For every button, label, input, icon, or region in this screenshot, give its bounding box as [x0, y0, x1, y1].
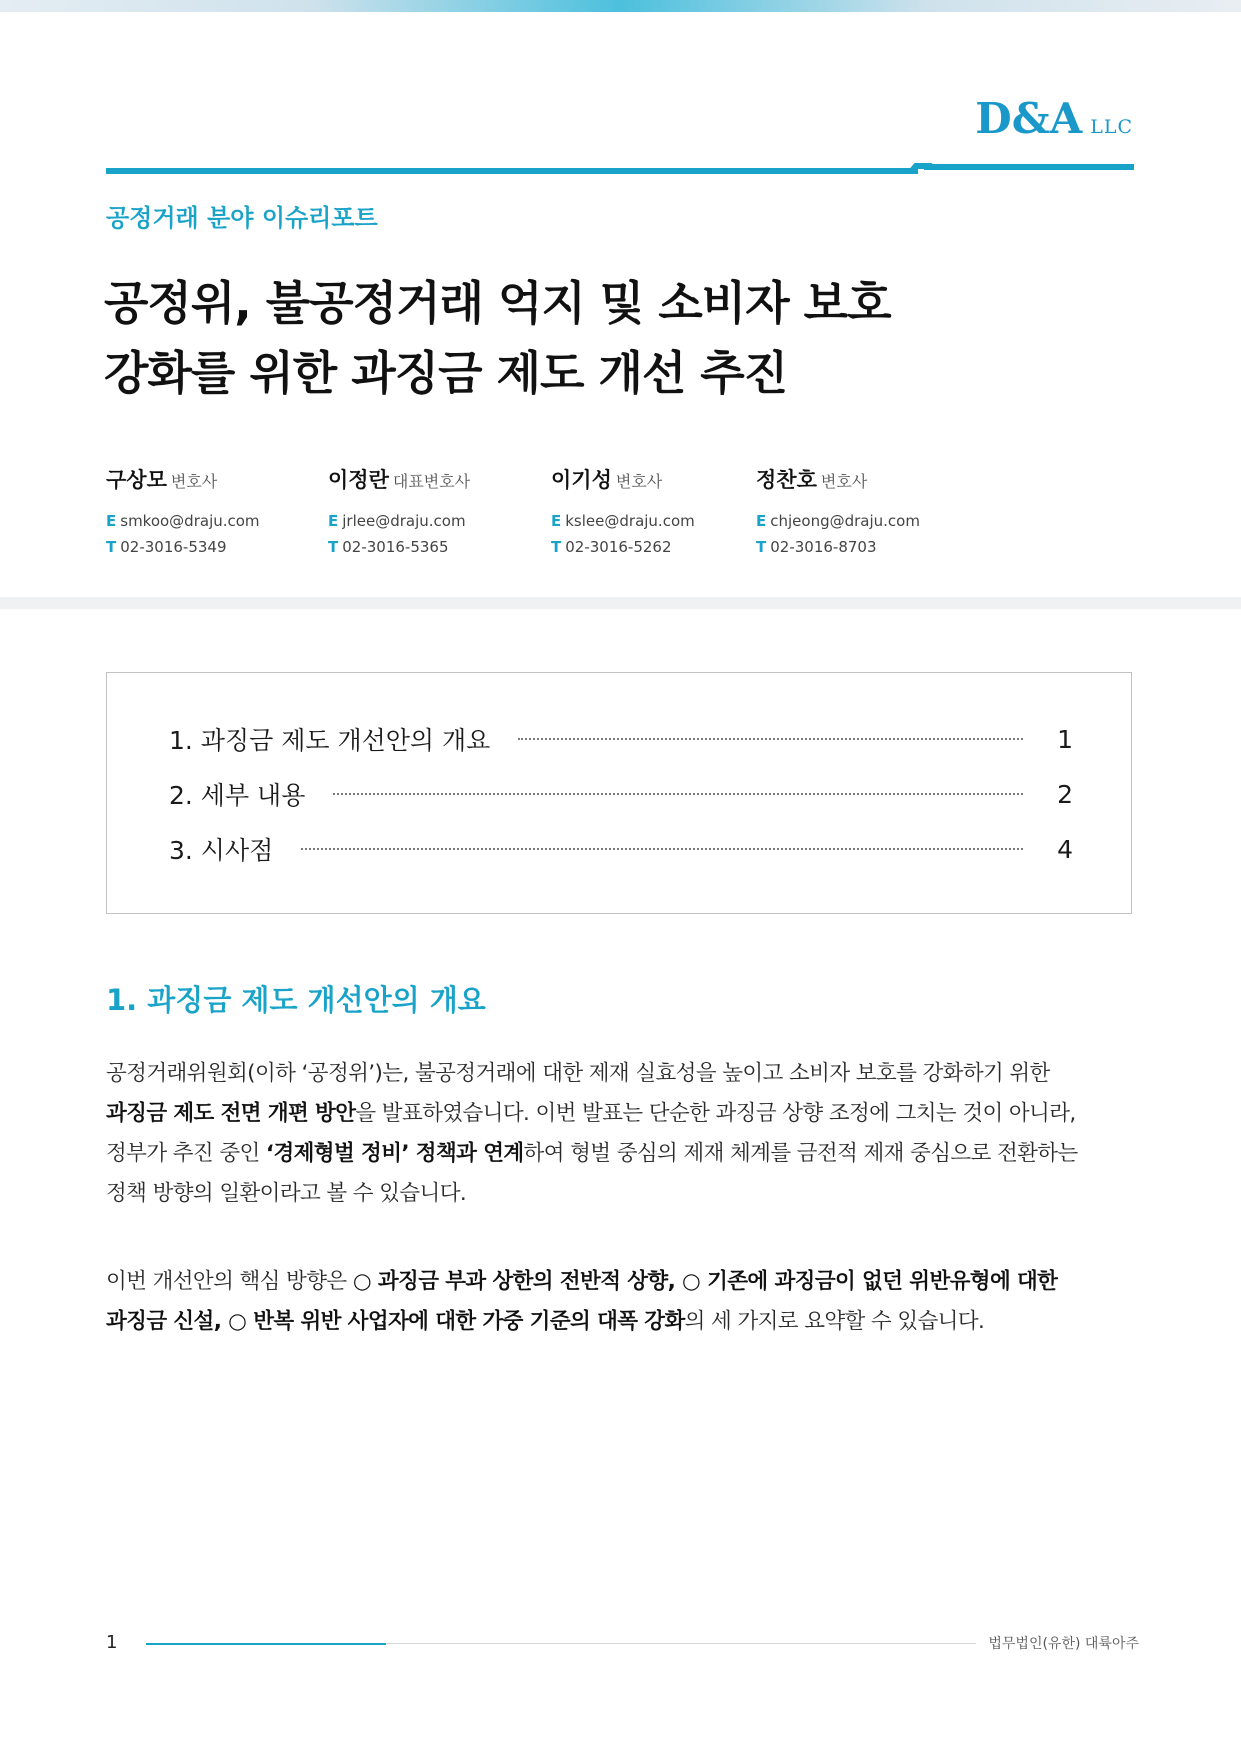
paragraph-line: 이번 개선안의 핵심 방향은 ○ 과징금 부과 상한의 전반적 상향, ○ 기존에 과징금이 없던 위반유형에 대한 [106, 1269, 1058, 1294]
tel-label: T [328, 538, 339, 556]
body-paragraph [106, 1054, 1134, 1214]
footer-rule-accent [146, 1643, 386, 1645]
email-label: E [106, 512, 117, 530]
paragraph-line: 정책 방향의 일환이라고 볼 수 있습니다. [106, 1181, 467, 1206]
header-rule-right [924, 164, 1134, 170]
title-line-2: 강화를 위한 과징금 제도 개선 추진 [104, 346, 788, 400]
author-phone: 02-3016-5262 [565, 538, 672, 556]
top-gradient-bar [0, 0, 1241, 12]
author-phone: 02-3016-5349 [120, 538, 227, 556]
author-phone: 02-3016-8703 [770, 538, 877, 556]
author-card [106, 464, 260, 560]
footer-firm-name: 법무법인(유한) 대륙아주 [988, 1636, 1139, 1652]
emphasis-text: 과징금 제도 전면 개편 방안 [106, 1101, 356, 1126]
tel-label: T [106, 538, 117, 556]
toc-item[interactable] [169, 719, 1073, 759]
report-series: 공정거래 분야 이슈리포트 [106, 204, 378, 232]
paragraph-line: 과징금 신설, ○ 반복 위반 사업자에 대한 가중 기준의 대폭 강화의 세 가지로 요약할 수 있습니다. [106, 1309, 985, 1334]
toc-leader [518, 738, 1023, 740]
toc-page: 1 [1057, 724, 1073, 754]
email-label: E [756, 512, 767, 530]
toc-page: 2 [1057, 779, 1073, 809]
author-card [756, 464, 920, 560]
logo-text: D&A [975, 94, 1083, 143]
toc-page: 4 [1057, 834, 1073, 864]
footer-rule [386, 1643, 976, 1644]
toc-label: 1. 과징금 제도 개선안의 개요 [169, 726, 491, 755]
paragraph-line: 정부가 추진 중인 ‘경제형벌 정비’ 정책과 연계하여 형벌 중심의 제재 체계를 금전적 제재 중심으로 전환하는 [106, 1141, 1078, 1166]
tel-label: T [551, 538, 562, 556]
paragraph-line: 과징금 제도 전면 개편 방안을 발표하였습니다. 이번 발표는 단순한 과징금 상향 조정에 그치는 것이 아니라, [106, 1101, 1076, 1126]
title-line-1: 공정위, 불공정거래 억지 및 소비자 보호 [104, 276, 891, 330]
table-of-contents [106, 672, 1132, 914]
author-name: 정찬호 [756, 468, 817, 492]
author-role: 대표변호사 [392, 472, 471, 491]
section-heading: 1. 과징금 제도 개선안의 개요 [106, 983, 486, 1017]
author-name: 이기성 [551, 468, 612, 492]
page-number: 1 [106, 1632, 118, 1653]
author-email[interactable]: smkoo@draju.com [120, 512, 260, 530]
firm-logo [975, 94, 1133, 143]
body-paragraph [106, 1262, 1134, 1342]
author-name: 구상모 [106, 468, 167, 492]
toc-leader [333, 793, 1023, 795]
toc-label: 2. 세부 내용 [169, 781, 306, 810]
emphasis-text: ‘경제형벌 정비’ 정책과 연계 [265, 1141, 524, 1166]
author-card [328, 464, 470, 560]
author-role: 변호사 [615, 472, 663, 491]
author-name: 이정란 [328, 468, 389, 492]
section-divider [0, 597, 1241, 609]
toc-item[interactable] [169, 774, 1073, 814]
email-label: E [551, 512, 562, 530]
author-card [551, 464, 695, 560]
toc-label: 3. 시사점 [169, 836, 274, 865]
toc-item[interactable] [169, 829, 1073, 869]
author-role: 변호사 [820, 472, 868, 491]
author-phone: 02-3016-5365 [342, 538, 449, 556]
header-rule [106, 168, 918, 174]
emphasis-text: 과징금 신설, ○ 반복 위반 사업자에 대한 가중 기준의 대폭 강화 [106, 1309, 685, 1334]
toc-leader [301, 848, 1023, 850]
email-label: E [328, 512, 339, 530]
author-email[interactable]: kslee@draju.com [565, 512, 695, 530]
logo-suffix: LLC [1090, 116, 1133, 138]
tel-label: T [756, 538, 767, 556]
author-role: 변호사 [170, 472, 218, 491]
emphasis-text: ○ 과징금 부과 상한의 전반적 상향, ○ 기존에 과징금이 없던 위반유형에 대한 [352, 1269, 1058, 1294]
report-title [104, 268, 1134, 408]
author-email[interactable]: chjeong@draju.com [770, 512, 920, 530]
author-email[interactable]: jrlee@draju.com [342, 512, 466, 530]
paragraph-line: 공정거래위원회(이하 ‘공정위’)는, 불공정거래에 대한 제재 실효성을 높이고 소비자 보호를 강화하기 위한 [106, 1061, 1050, 1086]
